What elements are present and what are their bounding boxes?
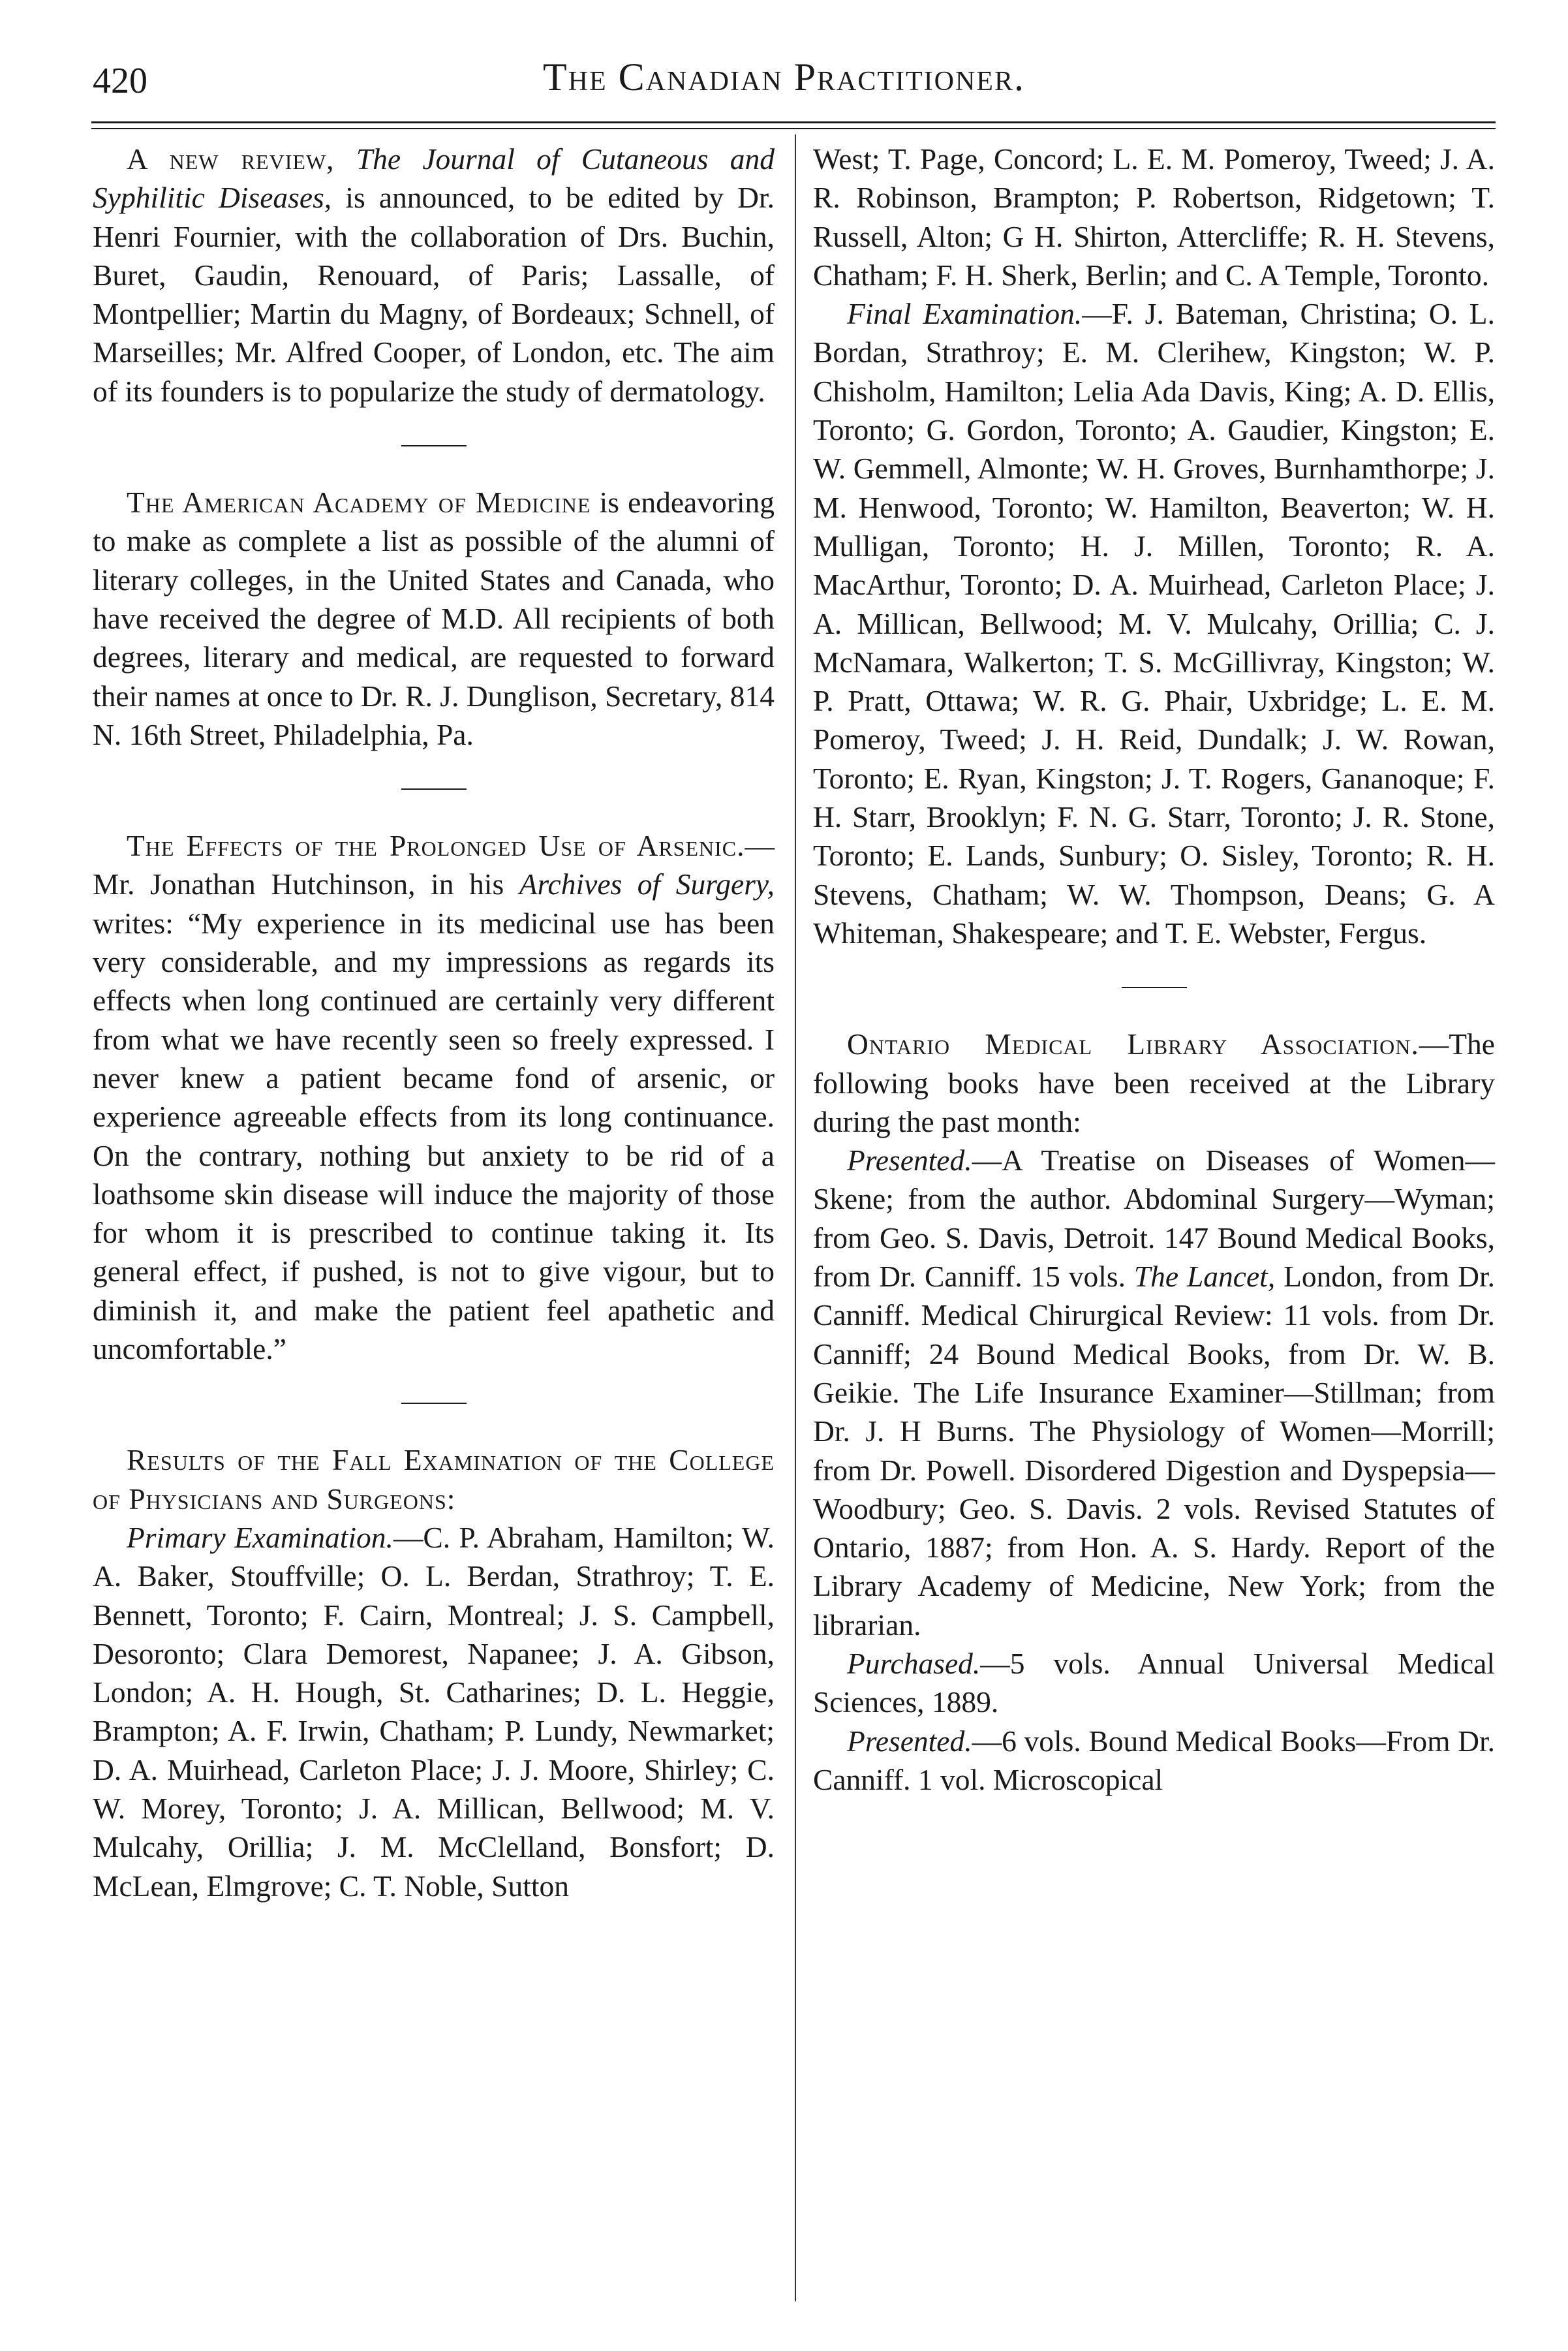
- right-column: [813, 140, 1495, 1799]
- item-presented-1: [813, 1141, 1495, 1644]
- source-title: Archives of Surgery,: [519, 867, 775, 901]
- item-body: is endeavoring to make as complete a list as possible of the alumni of literary colleges, in the United States and Canada, who have received the degree of M.D. All recipients of both degrees, literary and medical, are requested to forward their names at once to Dr. R. J. Dunglison, Secretary, 814 N. 16th Street, Philadelphia, Pa.: [93, 486, 775, 751]
- lancet-title: The Lancet,: [1133, 1260, 1276, 1294]
- item-purchased: [813, 1644, 1495, 1722]
- page-number: 420: [93, 61, 147, 101]
- purchased-label: Purchased.: [847, 1646, 981, 1680]
- final-list: —F. J. Bateman, Christina; O. L. Bordan, Strathroy; E. M. Clerihew, Kingston; W. P. Chisholm, Hamilton; Lelia Ada Davis, King; A. D. Ellis, Toronto; G. Gordon, Toronto; A. Gaudier, Kingston; E. W. Gemmell, Almonte; W. H. Groves, Burnhamthorpe; J. M. Henwood, Toronto; W. Hamilton, Beaverton; W. H. Mulligan, Toronto; H. J. Millen, Toronto; R. A. MacArthur, Toronto; D. A. Muirhead, Carleton Place; J. A. Millican, Bellwood; M. V. Mulcahy, Orillia; C. J. McNamara, Walkerton; T. S. McGillivray, Kingston; W. P. Pratt, Ottawa; W. R. G. Phair, Uxbridge; L. E. M. Pomeroy, Tweed; J. H. Reid, Dundalk; J. W. Rowan, Toronto; E. Ryan, Kingston; J. T. Rogers, Gananoque; F. H. Starr, Brooklyn; F. N. G. Starr, Toronto; J. R. Stone, Toronto; E. Lands, Sunbury; O. Sisley, Toronto; R. H. Stevens, Chatham; W. W. Thompson, Deans; G. A Whiteman, Shakespeare; and T. E. Webster, Fergus.: [813, 297, 1495, 950]
- item-lead: Ontario Medical Library Association.: [847, 1027, 1419, 1061]
- item-lead: The Effects of the Prolonged Use of Arsenic.: [127, 829, 745, 863]
- left-column: [93, 140, 775, 1905]
- section-separator: [401, 788, 467, 790]
- presented-label: Presented.: [847, 1144, 972, 1177]
- section-separator: [401, 1403, 467, 1404]
- presented-list-a: —A Treatise on Diseases of Women—Skene; from the author. Abdominal Surgery—Wyman; from Geo. S. Davis, Detroit. 147 Bound Medical Books, from Dr. Canniff. 15 vols.: [813, 1144, 1495, 1294]
- primary-list: —C. P. Abraham, Hamilton; W. A. Baker, Stouffville; O. L. Berdan, Strathroy; T. E. Bennett, Toronto; F. Cairn, Montreal; J. S. Campbell, Desoronto; Clara Demorest, Napanee; J. A. Gibson, London; A. H. Hough, St. Catharines; D. L. Heggie, Brampton; A. F. Irwin, Chatham; P. Lundy, Newmarket; D. A. Muirhead, Carleton Place; J. J. Moore, Shirley; C. W. Morey, Toronto; J. A. Millican, Bellwood; M. V. Mulcahy, Orillia; J. M. McClelland, Bonsfort; D. McLean, Elmgrove; C. T. Noble, Sutton: [93, 1520, 775, 1903]
- section-separator: [1122, 987, 1187, 988]
- final-label: Final Examination.: [847, 297, 1083, 331]
- presented-label: Presented.: [847, 1724, 972, 1758]
- section-separator: [401, 445, 467, 446]
- journal-title: The Journal of Cutaneous and Syphilitic Diseases,: [93, 142, 775, 215]
- header-rule-double: [91, 128, 1496, 129]
- purchased-list: —5 vols. Annual Universal Medical Sciences, 1889.: [813, 1646, 1495, 1719]
- primary-list-continued: West; T. Page, Concord; L. E. M. Pomeroy, Tweed; J. A. R. Robinson, Brampton; P. Robertson, Ridgetown; T. Russell, Alton; G H. Shirton, Attercliffe; R. H. Stevens, Chatham; F. H. Sherk, Berlin; and C. A Temple, Toronto.: [813, 142, 1495, 292]
- item-american-academy: [93, 483, 775, 754]
- presented-list-b: London, from Dr. Canniff. Medical Chirurgical Review: 11 vols. from Dr. Canniff; 24 Bound Medical Books, from Dr. W. B. Geikie. The Life Insurance Examiner—Stillman; from Dr. J. H Burns. The Physiology of Women—Morrill; from Dr. Powell. Disordered Digestion and Dyspepsia—Woodbury; Geo. S. Davis. 2 vols. Revised Statutes of Ontario, 1887; from Hon. A. S. Hardy. Report of the Library Academy of Medicine, New York; from the librarian.: [813, 1260, 1496, 1642]
- item-arsenic: [93, 826, 775, 1368]
- item-final-exam: [813, 294, 1495, 952]
- item-lead: Results of the Fall Examination of the College of Physicians and Surgeons:: [93, 1443, 775, 1516]
- header-rule: [91, 121, 1496, 123]
- presented-list: —6 vols. Bound Medical Books—From Dr. Canniff. 1 vol. Microscopical: [813, 1724, 1495, 1796]
- column-divider: [795, 134, 796, 2301]
- item-primary-exam: [93, 1518, 775, 1905]
- item-body: is announced, to be edited by Dr. Henri Fournier, with the collaboration of Drs. Buchin, Buret, Gaudin, Renouard, of Paris; Lassalle, of Montpellier; Martin du Magny, of Bordeaux; Schnell, of Marseilles; Mr. Alfred Cooper, of London, etc. The aim of its founders is to popularize the study of dermatology.: [93, 181, 775, 408]
- item-quote: writes: “My experience in its medicinal use has been very considerable, and my impressions as regards its effects when long continued are certainly very different from what we have recently seen so freely expressed. I never knew a patient became fond of arsenic, or experience agreeable effects from its long continuance. On the contrary, nothing but anxiety to be rid of a loathsome skin disease will induce the majority of those for whom it is prescribed to continue taking it. Its general effect, if pushed, is not to give vigour, but to diminish it, and make the patient feel apathetic and uncomfortable.”: [93, 906, 775, 1366]
- item-body: —The following books have been received at the Library during the past month:: [813, 1027, 1495, 1138]
- item-exam-results-heading: [93, 1440, 775, 1518]
- item-lead: A new review,: [127, 142, 335, 176]
- item-body: —Mr. Jonathan Hutchinson, in his: [93, 829, 775, 901]
- item-presented-2: [813, 1722, 1495, 1799]
- primary-label: Primary Examination.: [127, 1520, 393, 1554]
- item-new-review: [93, 140, 775, 411]
- item-library-association: [813, 1025, 1495, 1141]
- item-lead: The American Academy of Medicine: [127, 486, 591, 520]
- running-head: The Canadian Practitioner.: [543, 55, 1025, 99]
